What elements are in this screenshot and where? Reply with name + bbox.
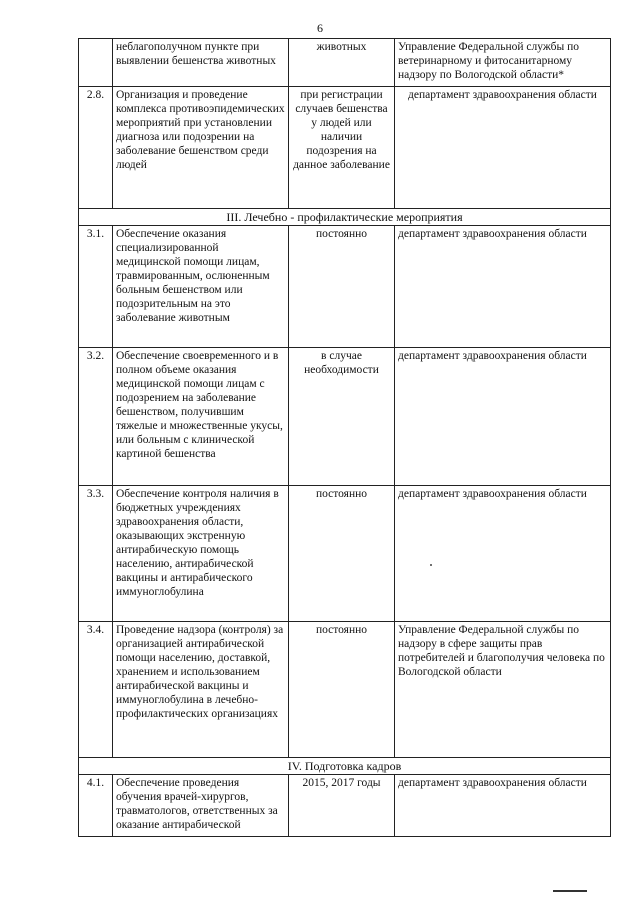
section-header-row	[79, 758, 611, 775]
section-title: III. Лечебно - профилактические мероприятия	[79, 209, 611, 226]
measure-term: в случае необходимости	[289, 348, 395, 486]
scan-speck	[430, 564, 432, 566]
measure-responsible: департамент здравоохранения области	[395, 87, 611, 209]
measure-description: Организация и проведение комплекса противоэпидемических мероприятий при установлении диагноза или подозрении на заболевание бешенством среди людей	[113, 87, 289, 209]
measure-responsible: департамент здравоохранения области	[395, 486, 611, 622]
table-row	[79, 775, 611, 837]
row-number	[79, 39, 113, 87]
measure-responsible: департамент здравоохранения области	[395, 775, 611, 837]
measure-term: постоянно	[289, 622, 395, 758]
measure-term: постоянно	[289, 226, 395, 348]
measure-description: Проведение надзора (контроля) за организацией антирабической помощи населению, доставкой, хранением и использованием антирабической вакцины и иммуноглобулина в лечебно-профилактических организациях	[113, 622, 289, 758]
measure-responsible: Управление Федеральной службы по ветеринарному и фитосанитарному надзору по Вологодской области*	[395, 39, 611, 87]
row-number: 2.8.	[79, 87, 113, 209]
table-row	[79, 226, 611, 348]
section-header-row	[79, 209, 611, 226]
measure-term: при регистрации случаев бешенства у людей или наличии подозрения на данное заболевание	[289, 87, 395, 209]
measure-term: 2015, 2017 годы	[289, 775, 395, 837]
row-number: 3.2.	[79, 348, 113, 486]
measure-responsible: департамент здравоохранения области	[395, 226, 611, 348]
row-number: 3.1.	[79, 226, 113, 348]
measure-description: Обеспечение проведения обучения врачей-хирургов, травматологов, ответственных за оказание антирабической	[113, 775, 289, 837]
table-row	[79, 348, 611, 486]
measure-description: Обеспечение контроля наличия в бюджетных учреждениях здравоохранения области, оказывающих экстренную антирабическую помощь населению, антирабической вакцины и антирабического иммуноглобулина	[113, 486, 289, 622]
row-number: 4.1.	[79, 775, 113, 837]
table-row	[79, 87, 611, 209]
row-number: 3.3.	[79, 486, 113, 622]
measure-description: Обеспечение оказания специализированной медицинской помощи лицам, травмированным, ослюненным больным бешенством или подозрительным на это заболевание животным	[113, 226, 289, 348]
row-number: 3.4.	[79, 622, 113, 758]
scan-mark	[553, 890, 587, 896]
table-row	[79, 622, 611, 758]
section-title: IV. Подготовка кадров	[79, 758, 611, 775]
measure-responsible: департамент здравоохранения области	[395, 348, 611, 486]
measure-term: животных	[289, 39, 395, 87]
measure-responsible: Управление Федеральной службы по надзору в сфере защиты прав потребителей и благополучия человека по Вологодской области	[395, 622, 611, 758]
page-number: 6	[317, 21, 323, 35]
measure-term: постоянно	[289, 486, 395, 622]
table-row	[79, 486, 611, 622]
measures-table	[78, 38, 611, 837]
measure-description: неблагополучном пункте при выявлении бешенства животных	[113, 39, 289, 87]
table-row	[79, 39, 611, 87]
measure-description: Обеспечение своевременного и в полном объеме оказания медицинской помощи лицам с подозрением на заболевание бешенством, получившим тяжелые и множественные укусы, или больным с клинической картиной бешенства	[113, 348, 289, 486]
